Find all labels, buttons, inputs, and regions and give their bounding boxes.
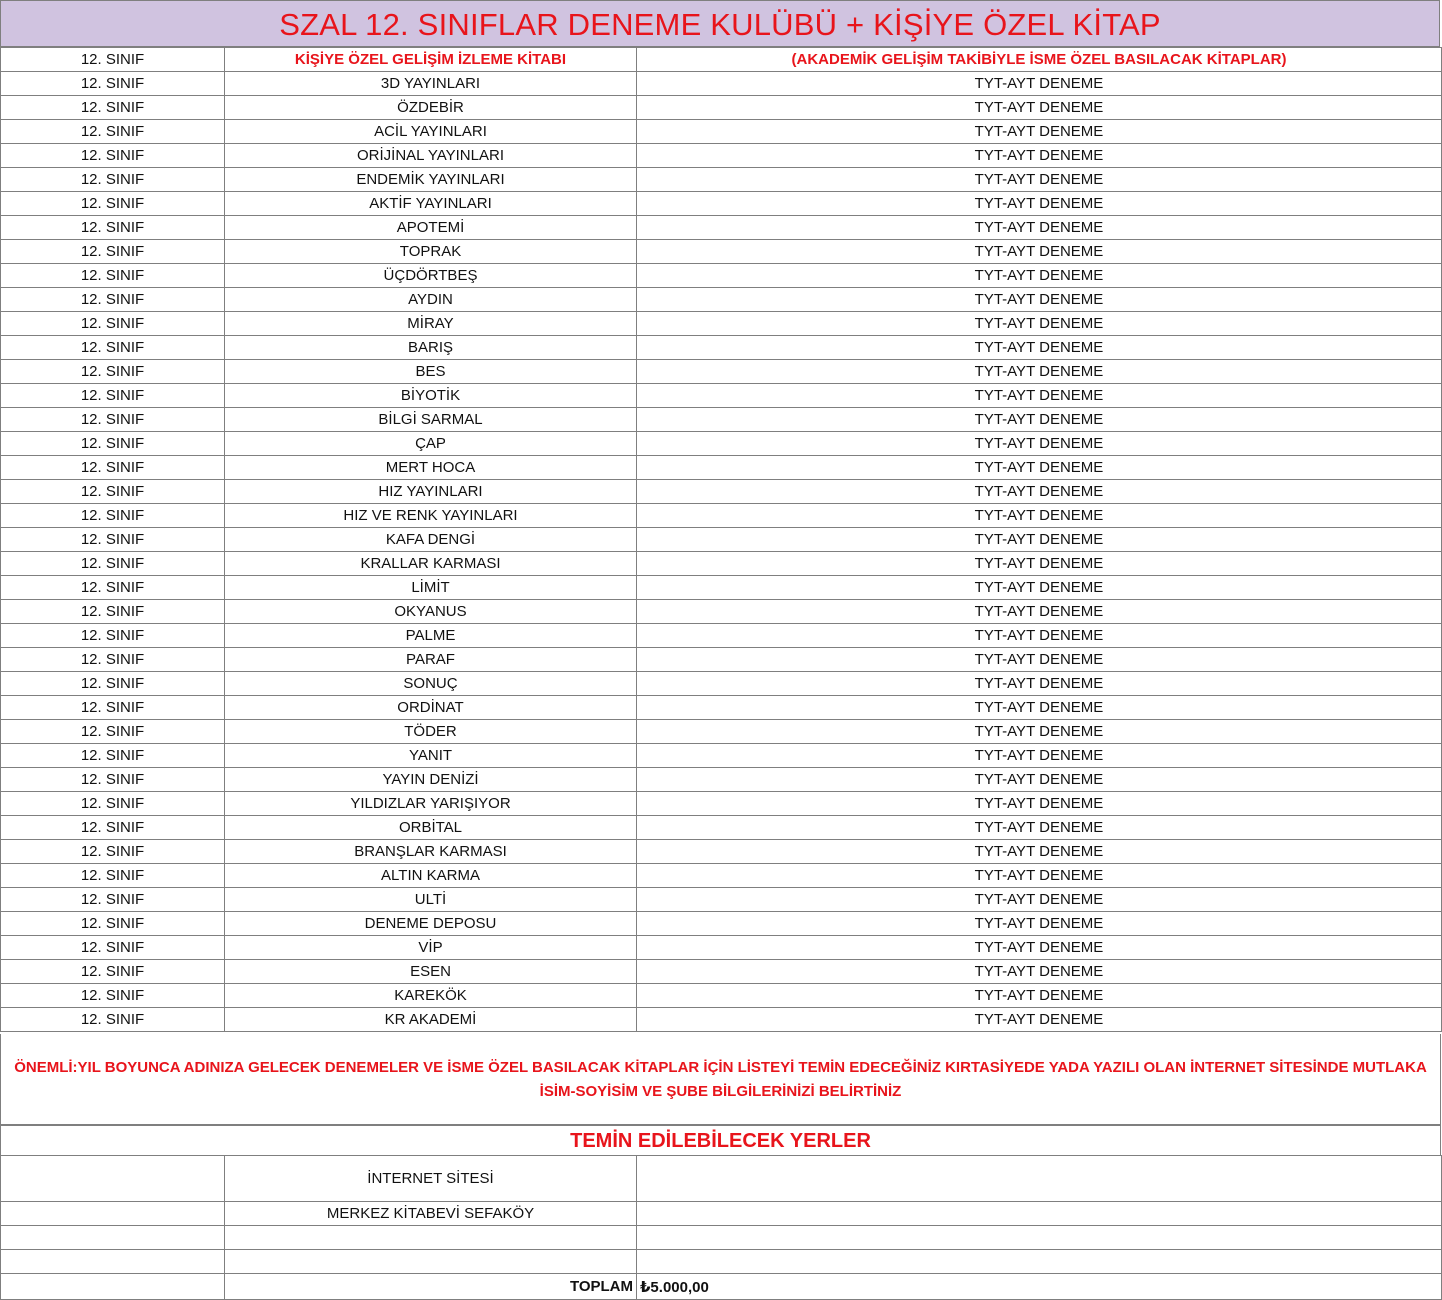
publisher-cell[interactable]: APOTEMİ — [225, 216, 637, 240]
publisher-cell[interactable]: SONUÇ — [225, 672, 637, 696]
grade-cell[interactable]: 12. SINIF — [1, 480, 225, 504]
grade-cell[interactable]: 12. SINIF — [1, 936, 225, 960]
table-row — [1, 768, 1442, 792]
grade-cell[interactable]: 12. SINIF — [1, 840, 225, 864]
publisher-cell[interactable]: ULTİ — [225, 888, 637, 912]
source-empty-cell[interactable] — [1, 1156, 225, 1202]
source-row — [1, 1156, 1442, 1202]
table-row — [1, 360, 1442, 384]
table-row — [1, 72, 1442, 96]
table-row — [1, 216, 1442, 240]
total-empty-cell[interactable] — [1, 1274, 225, 1300]
grade-cell[interactable]: 12. SINIF — [1, 288, 225, 312]
publisher-cell[interactable]: ENDEMİK YAYINLARI — [225, 168, 637, 192]
grade-cell[interactable]: 12. SINIF — [1, 576, 225, 600]
publisher-cell[interactable]: ÇAP — [225, 432, 637, 456]
grade-cell[interactable]: 12. SINIF — [1, 72, 225, 96]
table-row — [1, 984, 1442, 1008]
type-cell[interactable]: TYT-AYT DENEME — [637, 984, 1442, 1008]
type-cell[interactable]: TYT-AYT DENEME — [637, 600, 1442, 624]
type-cell[interactable]: TYT-AYT DENEME — [637, 1008, 1442, 1032]
grade-cell[interactable]: 12. SINIF — [1, 888, 225, 912]
publisher-cell[interactable]: VİP — [225, 936, 637, 960]
type-cell[interactable]: TYT-AYT DENEME — [637, 672, 1442, 696]
publisher-cell[interactable]: YAYIN DENİZİ — [225, 768, 637, 792]
table-row — [1, 504, 1442, 528]
type-cell[interactable]: TYT-AYT DENEME — [637, 336, 1442, 360]
grade-cell[interactable]: 12. SINIF — [1, 144, 225, 168]
publisher-cell[interactable]: ALTIN KARMA — [225, 864, 637, 888]
publisher-cell[interactable]: ACİL YAYINLARI — [225, 120, 637, 144]
grade-cell[interactable]: 12. SINIF — [1, 432, 225, 456]
table-row — [1, 936, 1442, 960]
type-cell[interactable]: TYT-AYT DENEME — [637, 720, 1442, 744]
publisher-cell[interactable]: ORİJİNAL YAYINLARI — [225, 144, 637, 168]
grade-cell[interactable]: 12. SINIF — [1, 192, 225, 216]
type-cell[interactable]: TYT-AYT DENEME — [637, 816, 1442, 840]
type-cell[interactable]: TYT-AYT DENEME — [637, 576, 1442, 600]
table-row — [1, 840, 1442, 864]
grade-cell[interactable]: 12. SINIF — [1, 1008, 225, 1032]
source-empty-cell[interactable] — [637, 1202, 1442, 1226]
table-row — [1, 624, 1442, 648]
sheet-title: SZAL 12. SINIFLAR DENEME KULÜBÜ + KİŞİYE ÖZEL KİTAP — [0, 0, 1440, 47]
grade-cell[interactable]: 12. SINIF — [1, 984, 225, 1008]
table-row — [1, 240, 1442, 264]
type-cell[interactable]: TYT-AYT DENEME — [637, 504, 1442, 528]
table-row — [1, 576, 1442, 600]
grade-cell[interactable]: 12. SINIF — [1, 384, 225, 408]
type-cell[interactable]: TYT-AYT DENEME — [637, 72, 1442, 96]
table-row — [1, 888, 1442, 912]
table-row — [1, 744, 1442, 768]
table-row — [1, 912, 1442, 936]
publisher-cell[interactable]: 3D YAYINLARI — [225, 72, 637, 96]
type-cell[interactable]: TYT-AYT DENEME — [637, 552, 1442, 576]
source-place-cell[interactable]: MERKEZ KİTABEVİ SEFAKÖY — [225, 1202, 637, 1226]
grade-cell[interactable]: 12. SINIF — [1, 312, 225, 336]
table-row — [1, 120, 1442, 144]
source-row — [1, 1202, 1442, 1226]
grade-cell[interactable]: 12. SINIF — [1, 744, 225, 768]
header-book-cell[interactable]: KİŞİYE ÖZEL GELİŞİM İZLEME KİTABI — [225, 48, 637, 72]
type-cell[interactable]: TYT-AYT DENEME — [637, 264, 1442, 288]
source-empty-cell[interactable] — [1, 1226, 225, 1250]
type-cell[interactable]: TYT-AYT DENEME — [637, 408, 1442, 432]
type-cell[interactable]: TYT-AYT DENEME — [637, 168, 1442, 192]
table-row — [1, 312, 1442, 336]
table-row — [1, 792, 1442, 816]
type-cell[interactable]: TYT-AYT DENEME — [637, 864, 1442, 888]
table-row — [1, 672, 1442, 696]
type-cell[interactable]: TYT-AYT DENEME — [637, 288, 1442, 312]
publisher-cell[interactable]: LİMİT — [225, 576, 637, 600]
type-cell[interactable]: TYT-AYT DENEME — [637, 840, 1442, 864]
grade-cell[interactable]: 12. SINIF — [1, 696, 225, 720]
grade-cell[interactable]: 12. SINIF — [1, 864, 225, 888]
type-cell[interactable]: TYT-AYT DENEME — [637, 456, 1442, 480]
publisher-cell[interactable]: ORDİNAT — [225, 696, 637, 720]
publisher-cell[interactable]: ÜÇDÖRTBEŞ — [225, 264, 637, 288]
type-cell[interactable]: TYT-AYT DENEME — [637, 960, 1442, 984]
header-row — [1, 48, 1442, 72]
type-cell[interactable]: TYT-AYT DENEME — [637, 432, 1442, 456]
grade-cell[interactable]: 12. SINIF — [1, 912, 225, 936]
publisher-cell[interactable]: MİRAY — [225, 312, 637, 336]
source-empty-cell[interactable] — [637, 1226, 1442, 1250]
grade-cell[interactable]: 12. SINIF — [1, 456, 225, 480]
notice-line-2: İSİM-SOYİSİM VE ŞUBE BİLGİLERİNİZİ BELİRTİNİZ — [539, 1083, 902, 1100]
notice-line-1: ÖNEMLİ:YIL BOYUNCA ADINIZA GELECEK DENEMELER VE İSME ÖZEL BASILACAK KİTAPLAR İÇİN LİSTEYİ TEMİN EDECEĞİNİZ KIRTASİYEDE YADA YAZILI OLAN İNTERNET SİTESİNDE MUTLAKA — [14, 1059, 1427, 1076]
type-cell[interactable]: TYT-AYT DENEME — [637, 696, 1442, 720]
type-cell[interactable]: TYT-AYT DENEME — [637, 312, 1442, 336]
grade-cell[interactable]: 12. SINIF — [1, 168, 225, 192]
source-empty-cell[interactable] — [225, 1250, 637, 1274]
type-cell[interactable]: TYT-AYT DENEME — [637, 624, 1442, 648]
type-cell[interactable]: TYT-AYT DENEME — [637, 648, 1442, 672]
publisher-cell[interactable]: HIZ VE RENK YAYINLARI — [225, 504, 637, 528]
publisher-cell[interactable]: BİLGİ SARMAL — [225, 408, 637, 432]
publisher-cell[interactable]: HIZ YAYINLARI — [225, 480, 637, 504]
grade-cell[interactable]: 12. SINIF — [1, 960, 225, 984]
table-row — [1, 648, 1442, 672]
table-row — [1, 480, 1442, 504]
grade-cell[interactable]: 12. SINIF — [1, 768, 225, 792]
table-row — [1, 528, 1442, 552]
publisher-cell[interactable]: PARAF — [225, 648, 637, 672]
table-row — [1, 720, 1442, 744]
table-row — [1, 144, 1442, 168]
publisher-cell[interactable]: AKTİF YAYINLARI — [225, 192, 637, 216]
table-row — [1, 552, 1442, 576]
source-row — [1, 1250, 1442, 1274]
publisher-cell[interactable]: KAFA DENGİ — [225, 528, 637, 552]
type-cell[interactable]: TYT-AYT DENEME — [637, 120, 1442, 144]
type-cell[interactable]: TYT-AYT DENEME — [637, 480, 1442, 504]
table-row — [1, 264, 1442, 288]
publisher-cell[interactable]: ESEN — [225, 960, 637, 984]
publisher-cell[interactable]: KAREKÖK — [225, 984, 637, 1008]
grade-cell[interactable]: 12. SINIF — [1, 552, 225, 576]
table-row — [1, 600, 1442, 624]
type-cell[interactable]: TYT-AYT DENEME — [637, 360, 1442, 384]
publisher-cell[interactable]: BRANŞLAR KARMASI — [225, 840, 637, 864]
grade-cell[interactable]: 12. SINIF — [1, 504, 225, 528]
type-cell[interactable]: TYT-AYT DENEME — [637, 888, 1442, 912]
table-row — [1, 1008, 1442, 1032]
grade-cell[interactable]: 12. SINIF — [1, 816, 225, 840]
table-row — [1, 432, 1442, 456]
table-row — [1, 96, 1442, 120]
source-empty-cell[interactable] — [637, 1156, 1442, 1202]
table-row — [1, 816, 1442, 840]
grade-cell[interactable]: 12. SINIF — [1, 216, 225, 240]
grade-cell[interactable]: 12. SINIF — [1, 408, 225, 432]
type-cell[interactable]: TYT-AYT DENEME — [637, 528, 1442, 552]
publisher-cell[interactable]: DENEME DEPOSU — [225, 912, 637, 936]
grade-cell[interactable]: 12. SINIF — [1, 624, 225, 648]
grade-cell[interactable]: 12. SINIF — [1, 720, 225, 744]
type-cell[interactable]: TYT-AYT DENEME — [637, 144, 1442, 168]
publisher-cell[interactable]: OKYANUS — [225, 600, 637, 624]
table-row — [1, 336, 1442, 360]
grade-cell[interactable]: 12. SINIF — [1, 600, 225, 624]
grade-cell[interactable]: 12. SINIF — [1, 672, 225, 696]
grade-cell[interactable]: 12. SINIF — [1, 336, 225, 360]
table-row — [1, 456, 1442, 480]
type-cell[interactable]: TYT-AYT DENEME — [637, 768, 1442, 792]
type-cell[interactable]: TYT-AYT DENEME — [637, 240, 1442, 264]
publisher-cell[interactable]: TOPRAK — [225, 240, 637, 264]
sources-title: TEMİN EDİLEBİLECEK YERLER — [0, 1125, 1441, 1156]
type-cell[interactable]: TYT-AYT DENEME — [637, 744, 1442, 768]
grade-cell[interactable]: 12. SINIF — [1, 264, 225, 288]
type-cell[interactable]: TYT-AYT DENEME — [637, 96, 1442, 120]
total-value[interactable]: ₺5.000,00 — [637, 1274, 1442, 1300]
table-row — [1, 408, 1442, 432]
grade-cell[interactable]: 12. SINIF — [1, 120, 225, 144]
sources-table — [0, 1155, 1442, 1300]
type-cell[interactable]: TYT-AYT DENEME — [637, 936, 1442, 960]
grade-cell[interactable]: 12. SINIF — [1, 648, 225, 672]
publisher-table — [0, 47, 1442, 1032]
publisher-cell[interactable]: BARIŞ — [225, 336, 637, 360]
total-row — [1, 1274, 1442, 1300]
table-row — [1, 384, 1442, 408]
table-row — [1, 192, 1442, 216]
publisher-cell[interactable]: YILDIZLAR YARIŞIYOR — [225, 792, 637, 816]
publisher-cell[interactable]: YANIT — [225, 744, 637, 768]
total-label[interactable]: TOPLAM — [225, 1274, 637, 1300]
source-empty-cell[interactable] — [637, 1250, 1442, 1274]
publisher-cell[interactable]: PALME — [225, 624, 637, 648]
header-description-cell[interactable]: (AKADEMİK GELİŞİM TAKİBİYLE İSME ÖZEL BASILACAK KİTAPLAR) — [637, 48, 1442, 72]
type-cell[interactable]: TYT-AYT DENEME — [637, 792, 1442, 816]
grade-cell[interactable]: 12. SINIF — [1, 96, 225, 120]
source-place-cell[interactable]: İNTERNET SİTESİ — [225, 1156, 637, 1202]
grade-cell[interactable]: 12. SINIF — [1, 240, 225, 264]
grade-cell[interactable]: 12. SINIF — [1, 792, 225, 816]
grade-cell[interactable]: 12. SINIF — [1, 528, 225, 552]
publisher-cell[interactable]: ÖZDEBİR — [225, 96, 637, 120]
source-empty-cell[interactable] — [225, 1226, 637, 1250]
source-empty-cell[interactable] — [1, 1250, 225, 1274]
header-grade-cell[interactable]: 12. SINIF — [1, 48, 225, 72]
publisher-cell[interactable]: ORBİTAL — [225, 816, 637, 840]
grade-cell[interactable]: 12. SINIF — [1, 360, 225, 384]
table-row — [1, 168, 1442, 192]
type-cell[interactable]: TYT-AYT DENEME — [637, 912, 1442, 936]
type-cell[interactable]: TYT-AYT DENEME — [637, 216, 1442, 240]
table-row — [1, 696, 1442, 720]
publisher-cell[interactable]: KRALLAR KARMASI — [225, 552, 637, 576]
publisher-cell[interactable]: BİYOTİK — [225, 384, 637, 408]
publisher-cell[interactable]: MERT HOCA — [225, 456, 637, 480]
important-notice — [0, 1034, 1441, 1125]
table-row — [1, 288, 1442, 312]
source-row — [1, 1226, 1442, 1250]
publisher-cell[interactable]: AYDIN — [225, 288, 637, 312]
table-row — [1, 864, 1442, 888]
publisher-cell[interactable]: KR AKADEMİ — [225, 1008, 637, 1032]
publisher-cell[interactable]: TÖDER — [225, 720, 637, 744]
publisher-cell[interactable]: BES — [225, 360, 637, 384]
type-cell[interactable]: TYT-AYT DENEME — [637, 192, 1442, 216]
type-cell[interactable]: TYT-AYT DENEME — [637, 384, 1442, 408]
source-empty-cell[interactable] — [1, 1202, 225, 1226]
table-row — [1, 960, 1442, 984]
